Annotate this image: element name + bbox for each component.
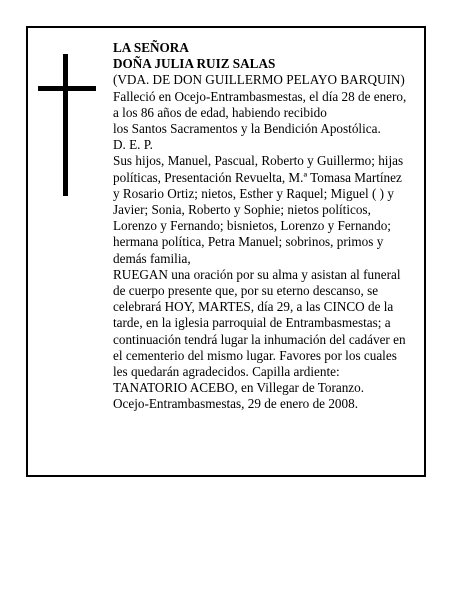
family-line: Sus hijos, Manuel, Pascual, Roberto y Guillermo; hijas [113,153,404,169]
obituary-text [113,40,423,413]
latin-cross-icon [38,54,96,196]
cross-horizontal-bar [38,86,96,91]
family-line: Javier; Sonia, Roberto y Sophie; nietos políticos, [113,202,371,218]
age-line: a los 86 años de edad, habiendo recibido [113,104,327,120]
family-line: políticas, Presentación Revuelta, M.ª Tomasa Martínez [113,169,402,185]
rip-line: D. E. P. [113,137,153,153]
funeral-time-line: celebrará HOY, MARTES, día 29, a las CINCO de la [113,299,394,315]
family-line: Lorenzo y Fernando; bisnietos, Lorenzo y Fernando; [113,218,391,234]
cross-vertical-bar [63,54,68,196]
burial-line: el cementerio del mismo lugar. Favores por los cuales [113,347,397,363]
family-line: demás familia, [113,250,191,266]
request-line: RUEGAN una oración por su alma y asistan al funeral [113,266,401,282]
death-place-date-line: Falleció en Ocejo-Entrambasmestas, el día 28 de enero, [113,88,407,104]
notice-title: LA SEÑORA [113,40,189,55]
widow-line: (VDA. DE DON GUILLERMO PELAYO BARQUIN) [113,72,405,88]
request-line: de cuerpo presente que, por su eterno descanso, se [113,283,379,299]
burial-line: continuación tendrá lugar la inhumación del cadáver en [113,331,406,347]
family-line: y Rosario Ortiz; nietos, Esther y Raquel; Miguel ( ) y [113,185,394,201]
funeral-home-line: TANATORIO ACEBO, en Villegar de Toranzo. [113,380,365,396]
funeral-place-line: tarde, en la iglesia parroquial de Entrambasmestas; a [113,315,391,331]
deceased-name: DOÑA JULIA RUIZ SALAS [113,56,276,72]
chapel-line: les quedarán agradecidos. Capilla ardiente: [113,364,340,380]
family-line: hermana política, Petra Manuel; sobrinos, primos y [113,234,384,250]
sacraments-line: los Santos Sacramentos y la Bendición Apostólica. [113,121,381,137]
dateline: Ocejo-Entrambasmestas, 29 de enero de 2008. [113,396,358,412]
